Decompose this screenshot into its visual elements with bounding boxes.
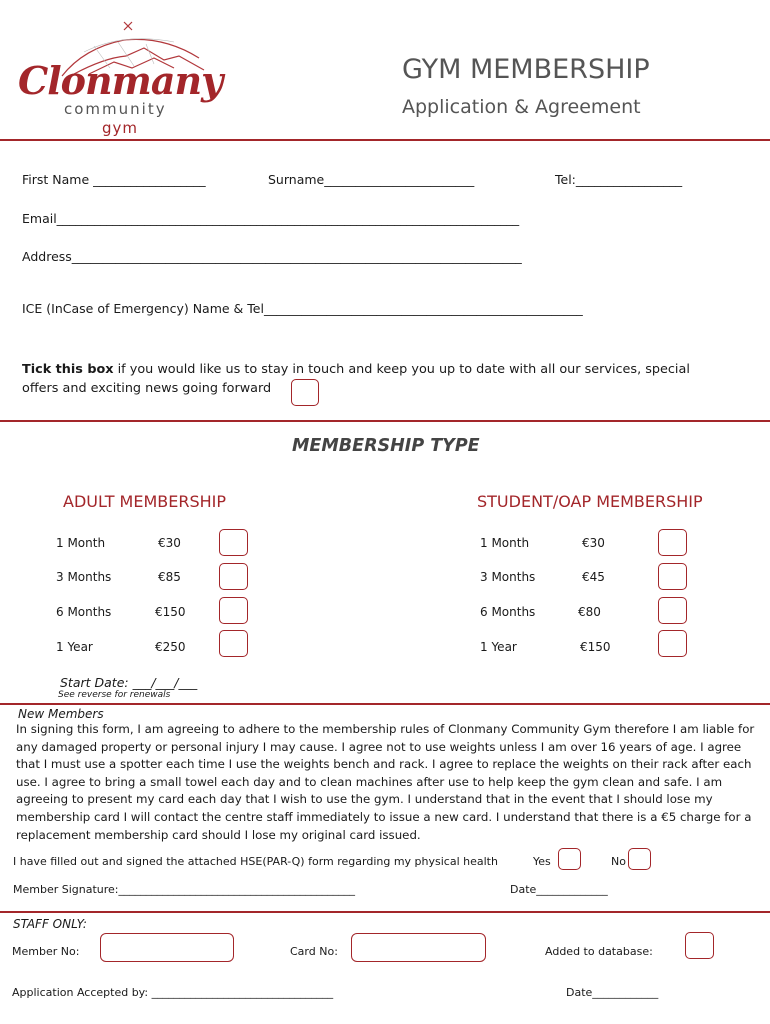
parq-yes-checkbox[interactable] xyxy=(558,848,581,870)
student-plan-duration: 1 Month xyxy=(480,536,530,550)
adult-6-months-checkbox[interactable] xyxy=(219,597,248,624)
plans-divider xyxy=(0,703,770,705)
brand-sub-gym: gym xyxy=(102,119,139,137)
consent-text xyxy=(22,362,690,377)
consent-rest: if you would like us to stay in touch and keep you up to date with all our services, special xyxy=(113,362,690,377)
consent-divider xyxy=(0,420,770,422)
adult-plan-price: €85 xyxy=(158,570,181,584)
student-plan-duration: 6 Months xyxy=(480,605,536,619)
renewal-note: See reverse for renewals xyxy=(58,690,171,700)
student-plan-duration: 1 Year xyxy=(480,640,517,654)
brand-name: Clonmany xyxy=(18,58,223,103)
logo xyxy=(14,18,234,143)
consent-checkbox[interactable] xyxy=(291,379,319,406)
adult-membership-heading: ADULT MEMBERSHIP xyxy=(63,492,227,511)
ice-field[interactable]: ICE (InCase of Emergency) Name & Tel___________________________________________________ xyxy=(22,301,583,316)
adult-1-month-checkbox[interactable] xyxy=(219,529,248,556)
adult-3-months-checkbox[interactable] xyxy=(219,563,248,590)
added-to-database-checkbox[interactable] xyxy=(685,932,714,959)
parq-statement: I have filled out and signed the attached HSE(PAR-Q) form regarding my physical health xyxy=(13,855,498,868)
signature-date-field[interactable]: Date_____________ xyxy=(510,883,608,896)
member-signature-field[interactable]: Member Signature:___________________________________________ xyxy=(13,883,356,896)
parq-yes-label: Yes xyxy=(533,855,551,868)
parq-no-checkbox[interactable] xyxy=(628,848,651,870)
adult-plan-price: €150 xyxy=(155,605,186,619)
consent-text-line2: offers and exciting news going forward xyxy=(22,381,272,396)
new-members-heading: New Members xyxy=(18,707,104,721)
adult-plan-duration: 1 Year xyxy=(56,640,93,654)
new-members-agreement: In signing this form, I am agreeing to adhere to the membership rules of Clonmany Community Gym therefore I am liable for any damaged property or personal injury I may cause. I agree not to use weights unless I am over 16 years of age. I agree that I must use a spotter each time I use the weights bench and rack. I agree to replace the weights on their rack after each use. I agree to bring a small towel each day and to clean machines after use to help keep the gym clean and safe. I am agreeing to present my card each day that I wish to use the gym. I understand that in the event that I should lose my membership card I will contact the centre staff immediately to issue a new card. I understand that there is a €5 charge for a replacement membership card should I lose my original card issued. xyxy=(16,722,755,842)
member-no-input[interactable] xyxy=(100,933,234,962)
adult-plan-duration: 3 Months xyxy=(56,570,112,584)
application-accepted-by-field[interactable]: Application Accepted by: _________________________________ xyxy=(12,986,334,999)
page-title: GYM MEMBERSHIP xyxy=(402,54,650,85)
staff-date-field[interactable]: Date____________ xyxy=(566,986,659,999)
brand-sub-community: community xyxy=(64,100,167,118)
adult-plan-price: €250 xyxy=(155,640,186,654)
consent-bold: Tick this box xyxy=(22,362,114,377)
member-no-label: Member No: xyxy=(12,945,80,958)
page-subtitle: Application & Agreement xyxy=(402,96,641,118)
student-membership-heading: STUDENT/OAP MEMBERSHIP xyxy=(477,492,703,511)
student-3-months-checkbox[interactable] xyxy=(658,563,687,590)
staff-divider xyxy=(0,911,770,913)
start-date-field[interactable]: Start Date: ___/___/___ xyxy=(60,675,198,690)
adult-plan-duration: 1 Month xyxy=(56,536,106,550)
card-no-input[interactable] xyxy=(351,933,486,962)
adult-1-year-checkbox[interactable] xyxy=(219,630,248,657)
parq-no-label: No xyxy=(611,855,626,868)
header-divider xyxy=(0,139,770,141)
student-6-months-checkbox[interactable] xyxy=(658,597,687,624)
address-field[interactable]: Address________________________________________________________________________ xyxy=(22,249,522,264)
email-field[interactable]: Email__________________________________________________________________________ xyxy=(22,211,520,226)
staff-only-heading: STAFF ONLY: xyxy=(13,917,87,931)
tel-field[interactable]: Tel:_________________ xyxy=(555,172,683,187)
student-plan-price: €45 xyxy=(582,570,605,584)
student-plan-price: €30 xyxy=(582,536,605,550)
student-plan-price: €150 xyxy=(580,640,611,654)
card-no-label: Card No: xyxy=(290,945,338,958)
added-to-database-label: Added to database: xyxy=(545,945,653,958)
student-plan-duration: 3 Months xyxy=(480,570,536,584)
student-1-year-checkbox[interactable] xyxy=(658,630,687,657)
first-name-field[interactable]: First Name __________________ xyxy=(22,172,206,187)
adult-plan-price: €30 xyxy=(158,536,181,550)
adult-plan-duration: 6 Months xyxy=(56,605,112,619)
student-plan-price: €80 xyxy=(578,605,601,619)
surname-field[interactable]: Surname________________________ xyxy=(268,172,475,187)
membership-type-heading: MEMBERSHIP TYPE xyxy=(292,436,480,456)
student-1-month-checkbox[interactable] xyxy=(658,529,687,556)
